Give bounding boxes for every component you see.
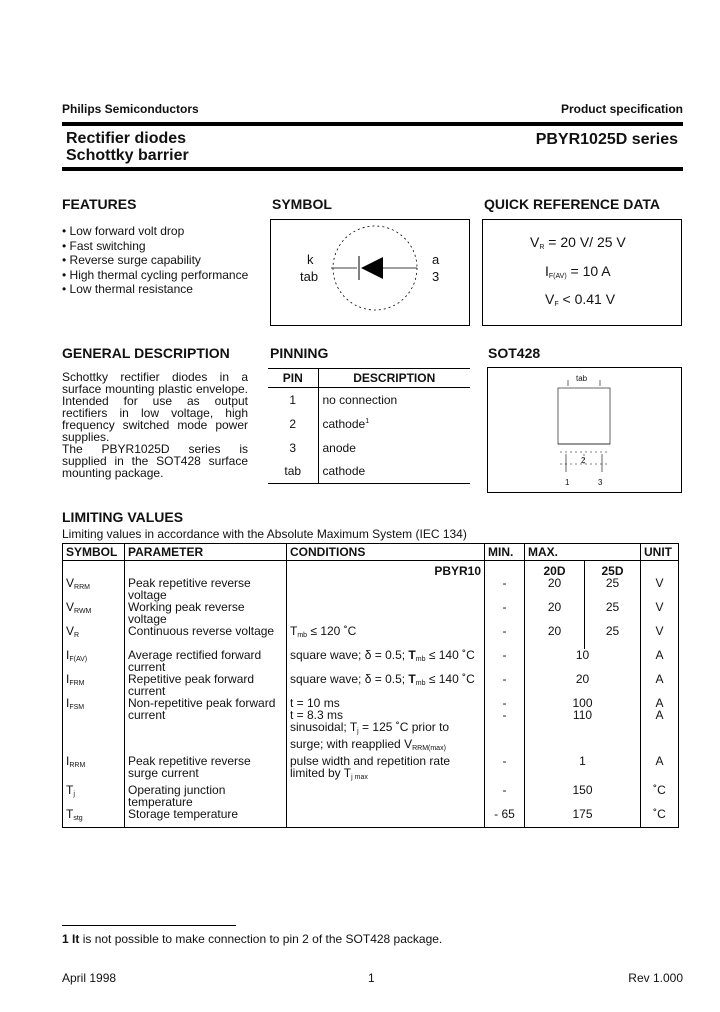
table-row: $T_j$ Operating junction temperature - 150 ˚C xyxy=(63,784,679,808)
table-row: $I_{FSM}$ Non-repetitive peak forward current t = 10 ms t = 8.3 ms sinusoidal; $T_j = 125$ ˚C prior to surge; with reapplied $V_{RRM(max)}$ - - 100 110 A A xyxy=(63,697,679,755)
symbol-label-tab: tab xyxy=(300,269,319,284)
document-type: Product specification xyxy=(560,102,683,116)
symbol-box xyxy=(270,219,470,326)
package-label-1: 1 xyxy=(565,478,570,487)
table-row: $I_{FRM}$ Repetitive peak forward current square wave; δ = 0.5; $T_{mb} \le 140$ ˚C - 20 A xyxy=(63,673,679,697)
doc-title-line1: Rectifier diodes xyxy=(66,130,187,147)
feature-item: • Low forward volt drop xyxy=(62,224,185,238)
footer-revision: Rev 1.000 xyxy=(628,971,683,985)
quick-ref-heading: QUICK REFERENCE DATA xyxy=(484,196,661,212)
footnote: 1 It is not possible to make connection to pin 2 of the SOT428 package. xyxy=(62,932,443,946)
quick-ref-vf: $V_F < 0.41$ V xyxy=(545,291,616,308)
footer-date: April 1998 xyxy=(62,971,117,985)
limiting-values-subtitle: Limiting values in accordance with the Absolute Maximum System (IEC 134) xyxy=(62,527,467,541)
feature-item: • Fast switching xyxy=(62,238,146,253)
table-row: tab cathode xyxy=(268,460,470,484)
table-row: 2 cathode$^1$ xyxy=(268,412,470,436)
feature-item: • Low thermal resistance xyxy=(62,282,193,296)
header-rule-bottom xyxy=(62,167,683,171)
table-row: $I_{F(AV)}$ Average rectified forward current square wave; δ = 0.5; $T_{mb} \le 140$ ˚C - 10 A xyxy=(63,649,679,673)
general-description-heading: GENERAL DESCRIPTION xyxy=(62,345,230,361)
col-header-min: MIN. xyxy=(485,544,525,561)
col-header-unit: UNIT xyxy=(641,544,679,561)
symbol-label-a: a xyxy=(432,252,440,267)
col-header-parameter: PARAMETER xyxy=(125,544,287,561)
feature-item: • High thermal cycling performance xyxy=(62,267,249,282)
package-label-2: 2 xyxy=(581,456,586,465)
symbol-heading: SYMBOL xyxy=(272,196,332,212)
quick-ref-vr: $V_R = 20$ V/ 25 V xyxy=(530,234,626,251)
header-rule-top xyxy=(62,122,683,126)
col-header-conditions: CONDITIONS xyxy=(287,544,485,561)
general-description-para2: The PBYR1025D series is supplied in the SOT428 surface mounting package. xyxy=(62,442,248,480)
limiting-values-table xyxy=(62,543,679,828)
package-label-tab: tab xyxy=(576,374,588,383)
symbol-label-3: 3 xyxy=(432,269,440,284)
table-row: PBYR10 20D 25D xyxy=(63,561,679,578)
table-row: $V_R$ Continuous reverse voltage $T_{mb} \le 120$ ˚C - 20 25 V xyxy=(63,625,679,649)
quick-ref-box xyxy=(482,219,682,326)
doc-title-line2: Schottky barrier xyxy=(66,147,189,164)
symbol-label-k: k xyxy=(307,252,314,267)
table-row: $T_{stg}$ Storage temperature - 65 175 ˚C xyxy=(63,808,679,828)
footer-page-number: 1 xyxy=(368,971,375,985)
limiting-values-heading: LIMITING VALUES xyxy=(62,509,184,525)
footnote-rule xyxy=(62,925,236,926)
feature-item: • Reverse surge capability xyxy=(62,253,201,267)
features-list xyxy=(62,224,248,297)
pinning-table xyxy=(268,368,470,484)
general-description-para1: Schottky rectifier diodes in a surface mounting plastic envelope. Intended for use as output rectifiers in low voltage, high frequency switched mode power supplies. xyxy=(62,370,248,444)
package-box xyxy=(487,367,682,493)
pinning-heading: PINNING xyxy=(270,345,329,361)
table-row: 3 anode xyxy=(268,436,470,460)
description-col-header: DESCRIPTION xyxy=(318,369,470,388)
col-header-symbol: SYMBOL xyxy=(63,544,125,561)
table-row: $V_{RRM}$ Peak repetitive reverse voltage - 20 25 V xyxy=(63,577,679,601)
pin-col-header: PIN xyxy=(268,369,318,388)
package-label-3: 3 xyxy=(598,478,603,487)
table-row: 1 no connection xyxy=(268,388,470,412)
col-header-max: MAX. xyxy=(525,544,641,561)
quick-ref-if: $I_{F(AV)} = 10$ A xyxy=(545,263,611,280)
table-row: $I_{RRM}$ Peak repetitive reverse surge current pulse width and repetition rate limited by $T_{j max}$ - 1 A xyxy=(63,755,679,784)
table-row: $V_{RWM}$ Working peak reverse voltage - 20 25 V xyxy=(63,601,679,625)
package-outline-icon xyxy=(488,368,681,492)
package-heading: SOT428 xyxy=(488,345,541,361)
company-name: Philips Semiconductors xyxy=(62,102,199,116)
features-heading: FEATURES xyxy=(62,196,137,212)
part-number: PBYR1025D series xyxy=(535,131,678,148)
